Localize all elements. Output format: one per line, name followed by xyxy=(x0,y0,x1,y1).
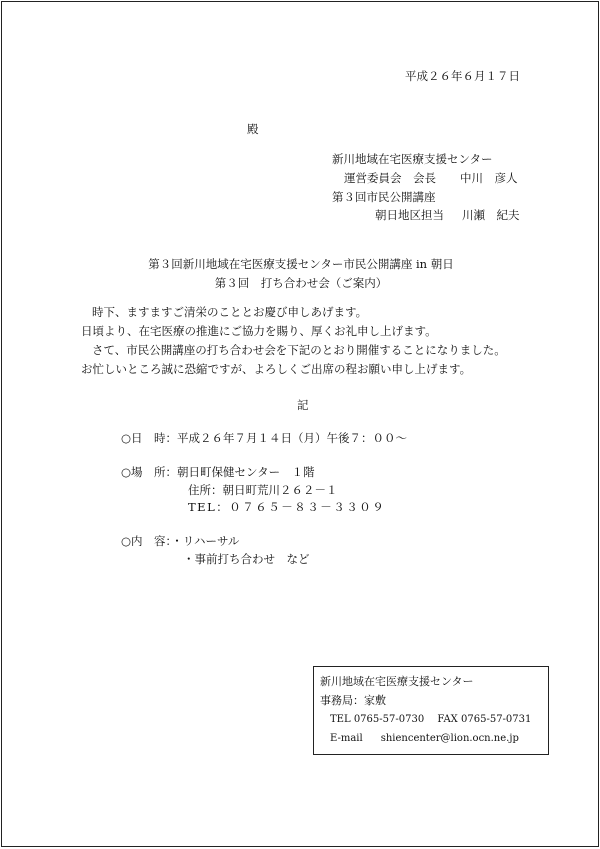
sender-organization: 新川地域在宅医療支援センター xyxy=(332,152,493,166)
contact-fax: 0765-57-0731 xyxy=(461,714,532,725)
contact-email: shiencenter@lion.ocn.ne.jp xyxy=(380,733,519,744)
contact-tel-label: TEL xyxy=(330,714,351,725)
datetime-value: 平成２６年７月１４日（月）午後７：００～ xyxy=(177,431,408,445)
datetime-label: ○日 時： xyxy=(121,431,178,445)
place-address: 住所：朝日町荒川２６２－１ xyxy=(188,483,338,497)
body-paragraph-1: 時下、ますますご清栄のこととお慶び申しあげます。 xyxy=(92,305,368,319)
contact-tel: 0765-57-0730 xyxy=(353,714,425,725)
sender-role: 運営委員会 会長 xyxy=(344,171,436,185)
body-paragraph-3: さて、市民公開講座の打ち合わせ会を下記のとおり開催することになりました。 xyxy=(92,343,506,357)
content-item-2: ・事前打ち合わせ など xyxy=(183,552,310,566)
body-paragraph-4: お忙しいところ誠に恐縮ですが、よろしくご出席の程お願い申し上げます。 xyxy=(81,362,472,376)
content-item-1: ・リハーサル xyxy=(171,534,240,548)
sender-person-line xyxy=(375,210,520,222)
contact-phone-line xyxy=(330,715,531,725)
contact-email-line xyxy=(330,734,519,744)
sender-chair-name: 中川 彦人 xyxy=(460,171,518,185)
ki-heading: 記 xyxy=(297,398,309,412)
sender-role-line xyxy=(344,173,518,185)
content-row xyxy=(121,536,239,548)
place-tel: TEL：０７６５－８３－３３０９ xyxy=(188,500,386,514)
place-value: 朝日町保健センター １階 xyxy=(177,465,315,479)
place-label: ○場 所： xyxy=(121,465,178,479)
content-label: ○内 容： xyxy=(121,534,172,548)
document-subtitle: 第３回 打ち合わせ会（ご案内） xyxy=(214,276,388,290)
document-page xyxy=(1,1,599,847)
document-date: 平成２６年６月１７日 xyxy=(405,69,520,83)
addressee-honorific: 殿 xyxy=(247,122,259,136)
sender-lecture: 第３回市民公開講座 xyxy=(332,190,436,204)
sender-person-role: 朝日地区担当 xyxy=(375,208,444,222)
contact-office: 事務局：家敷 xyxy=(320,694,386,707)
sender-person-name: 川瀬 紀夫 xyxy=(462,208,520,222)
place-row xyxy=(121,467,315,479)
body-paragraph-2: 日頃より、在宅医療の推進にご協力を賜り、厚くお礼申し上げます。 xyxy=(81,324,437,338)
contact-email-label: E-mail xyxy=(330,733,363,744)
document-title: 第３回新川地域在宅医療支援センター市民公開講座 in 朝日 xyxy=(148,257,454,271)
contact-organization: 新川地域在宅医療支援センター xyxy=(320,675,474,688)
contact-fax-label: FAX xyxy=(437,714,458,725)
datetime-row xyxy=(121,433,407,445)
contact-box xyxy=(313,666,549,755)
